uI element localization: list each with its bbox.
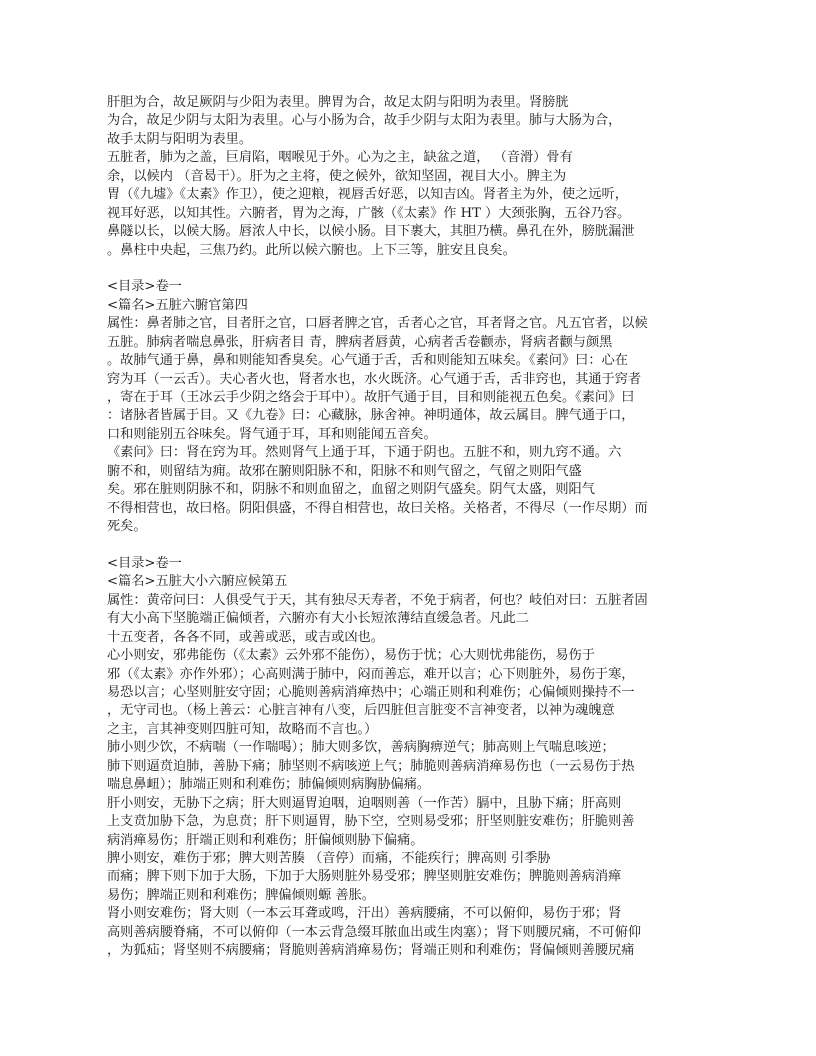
text-line: 喘息鼻衄）；肺端正则和利难伤；肺偏倾则病胸胁偏痛。 (107, 777, 431, 793)
document-page (107, 94, 707, 979)
text-line: 高则善病腰脊痛，不可以俯仰（一本云背急缀耳脓血出或生肉塞）；肾下则腰尻痛，不可俯仰 (107, 924, 642, 940)
text-line: 上支贲加胁下急，为息贲；肝下则逼胃，胁下空，空则易受邪；肝坚则脏安难伤；肝脆则善 (107, 814, 635, 830)
text-line: 脾小则安，难伤于邪；脾大则苦腠 （音停）而痛，不能疾行；脾高则 引季胁 (107, 850, 551, 866)
text-line: 心小则安，邪弗能伤（《太素》云外邪不能伤），易伤于忧；心大则忧弗能伤，易伤于 (107, 648, 595, 664)
section-title: <篇名>五脏大小六腑应候第五 (107, 574, 288, 590)
text-line: 余，以候内 （音曷干）。肝为之主将，使之候外，欲知坚固，视目大小。脾主为 (107, 168, 567, 184)
text-line: 病消瘅易伤；肝端正则和利难伤；肝偏倾则胁下偏痛。 (107, 832, 424, 848)
text-line: 而痛；脾下则下加于大肠，下加于大肠则脏外易受邪；脾坚则脏安难伤；脾脆则善病消瘅 (107, 869, 622, 885)
text-line: ：诸脉者皆属于目。又《九卷》曰：心藏脉，脉舍神。神明通体，故云属目。脾气通于口， (107, 408, 635, 424)
text-line: 胃（《九墟》《太素》作卫），使之迎粮，视唇舌好恶，以知吉凶。肾者主为外，使之远听， (107, 187, 628, 203)
text-line: 不得相营也，故曰格。阴阳俱盛，不得自相营也，故曰关格。关格者，不得尽（一作尽期）而 (107, 500, 648, 516)
text-line: 肝小则安，无胁下之病；肝大则逼胃迫咽，迫咽则善（一作苦）膈中，且胁下痛；肝高则 (107, 795, 622, 811)
text-line: 《素问》曰：肾在窍为耳。然则肾气上通于耳，下通于阴也。五脏不和，则九窍不通。六 (107, 445, 622, 461)
text-line: 肺下则逼贲迫肺，善胁下痛；肺坚则不病咳逆上气；肺脆则善病消瘅易伤也（一云易伤于热 (107, 758, 635, 774)
text-line: 邪（《太素》亦作外邪）；心高则满于肺中，闷而善忘，难开以言；心下则脏外，易伤于寒， (107, 666, 635, 682)
text-line: 口和则能别五谷味矣。肾气通于耳，耳和则能闻五音矣。 (107, 426, 437, 442)
text-line: 之主，言其神变则四脏可知，故略而不言也。） (107, 721, 378, 737)
blank-line (107, 260, 707, 278)
text-line: 易恐以言；心坚则脏安守固；心脆则善病消瘅热中；心端正则和利难伤；心偏倾则操持不一 (107, 685, 635, 700)
text-line: 属性：鼻者肺之官，目者肝之官，口唇者脾之官，舌者心之官，耳者肾之官。凡五官者，以候 (107, 316, 648, 332)
text-line: 五脏者，肺为之盖，巨肩陷，咽喉见于外。心为之主，缺盆之道， （音滑）骨有 (107, 150, 573, 166)
text-line: 为合，故足少阴与太阳为表里。心与小肠为合，故手少阴与太阳为表里。肺与大肠为合， (107, 113, 622, 129)
text-line: 故手太阴与阳明为表里。 (107, 131, 253, 147)
text-line: 视耳好恶，以知其性。六腑者，胃为之海，广骸（《太素》作 HT ）大颈张胸，五谷乃容。 (107, 205, 631, 221)
text-line: 易伤；脾端正则和利难伤；脾偏倾则螈 善胀。 (107, 887, 375, 903)
text-line: 肺小则少饮，不病喘（一作喘喝）；肺大则多饮，善病胸痹逆气；肺高则上气喘息咳逆； (107, 740, 615, 756)
text-line: 腑不和，则留结为痈。故邪在腑则阳脉不和，阳脉不和则气留之，气留之则阳气盛 (107, 463, 582, 479)
text-line: 死矣。 (107, 519, 147, 535)
text-line (107, 961, 707, 979)
text-line: 有大小高下坚脆端正偏倾者，六腑亦有大小长短浓薄结直缓急者。凡此二 (107, 611, 529, 627)
text-line: 矣。邪在脏则阴脉不和，阴脉不和则血留之，血留之则阴气盛矣。阴气太盛，则阳气 (107, 482, 595, 498)
text-line: 。故肺气通于鼻，鼻和则能知香臭矣。心气通于舌，舌和则能知五味矣。《素问》曰：心在 (107, 353, 628, 369)
section-toc-label: <目录>卷一 (107, 279, 182, 295)
text-line: 属性：黄帝问曰：人俱受气于天，其有独尽天寿者，不免于病者，何也？岐伯对曰：五脏者固 (107, 592, 648, 608)
text-line: 肝胆为合，故足厥阴与少阳为表里。脾胃为合，故足太阴与阳明为表里。肾膀胱 (107, 95, 569, 110)
text-line: 窍为耳（一云舌）。夫心者火也，肾者水也，水火既济。心气通于舌，舌非窍也，其通于窍者 (107, 371, 642, 387)
section-toc-label: <目录>卷一 (107, 555, 182, 571)
text-line: ，为狐疝；肾坚则不病腰痛；肾脆则善病消瘅易伤；肾端正则和利难伤；肾偏倾则善腰尻痛 (107, 943, 635, 959)
text-line: ，无守司也。（杨上善云：心脏言神有八变，后四脏但言脏变不言神变者，以神为魂魄意 (107, 703, 615, 719)
text-line: 。鼻柱中央起，三焦乃约。此所以候六腑也。上下三等，脏安且良矣。 (107, 242, 516, 258)
blank-line (107, 537, 707, 555)
text-line: 十五变者，各各不同，或善或恶，或吉或凶也。 (107, 629, 384, 645)
text-line: ，寄在于耳（王冰云手少阴之络会于耳中）。故肝气通于目，目和则能视五色矣。《素问》曰 (107, 390, 635, 405)
text-line: 五脏。肺病者喘息鼻张，肝病者目 青，脾病者唇黄，心病者舌卷颧赤，肾病者颧与颜黑 (107, 334, 613, 350)
section-title: <篇名>五脏六腑官第四 (107, 297, 248, 313)
text-line: 鼻隧以长，以候大肠。唇浓人中长，以候小肠。目下裹大，其胆乃横。鼻孔在外，膀胱漏泄 (107, 224, 635, 240)
text-line: 肾小则安难伤；肾大则（一本云耳聋或鸣，汗出）善病腰痛，不可以俯仰，易伤于邪；肾 (107, 906, 622, 922)
